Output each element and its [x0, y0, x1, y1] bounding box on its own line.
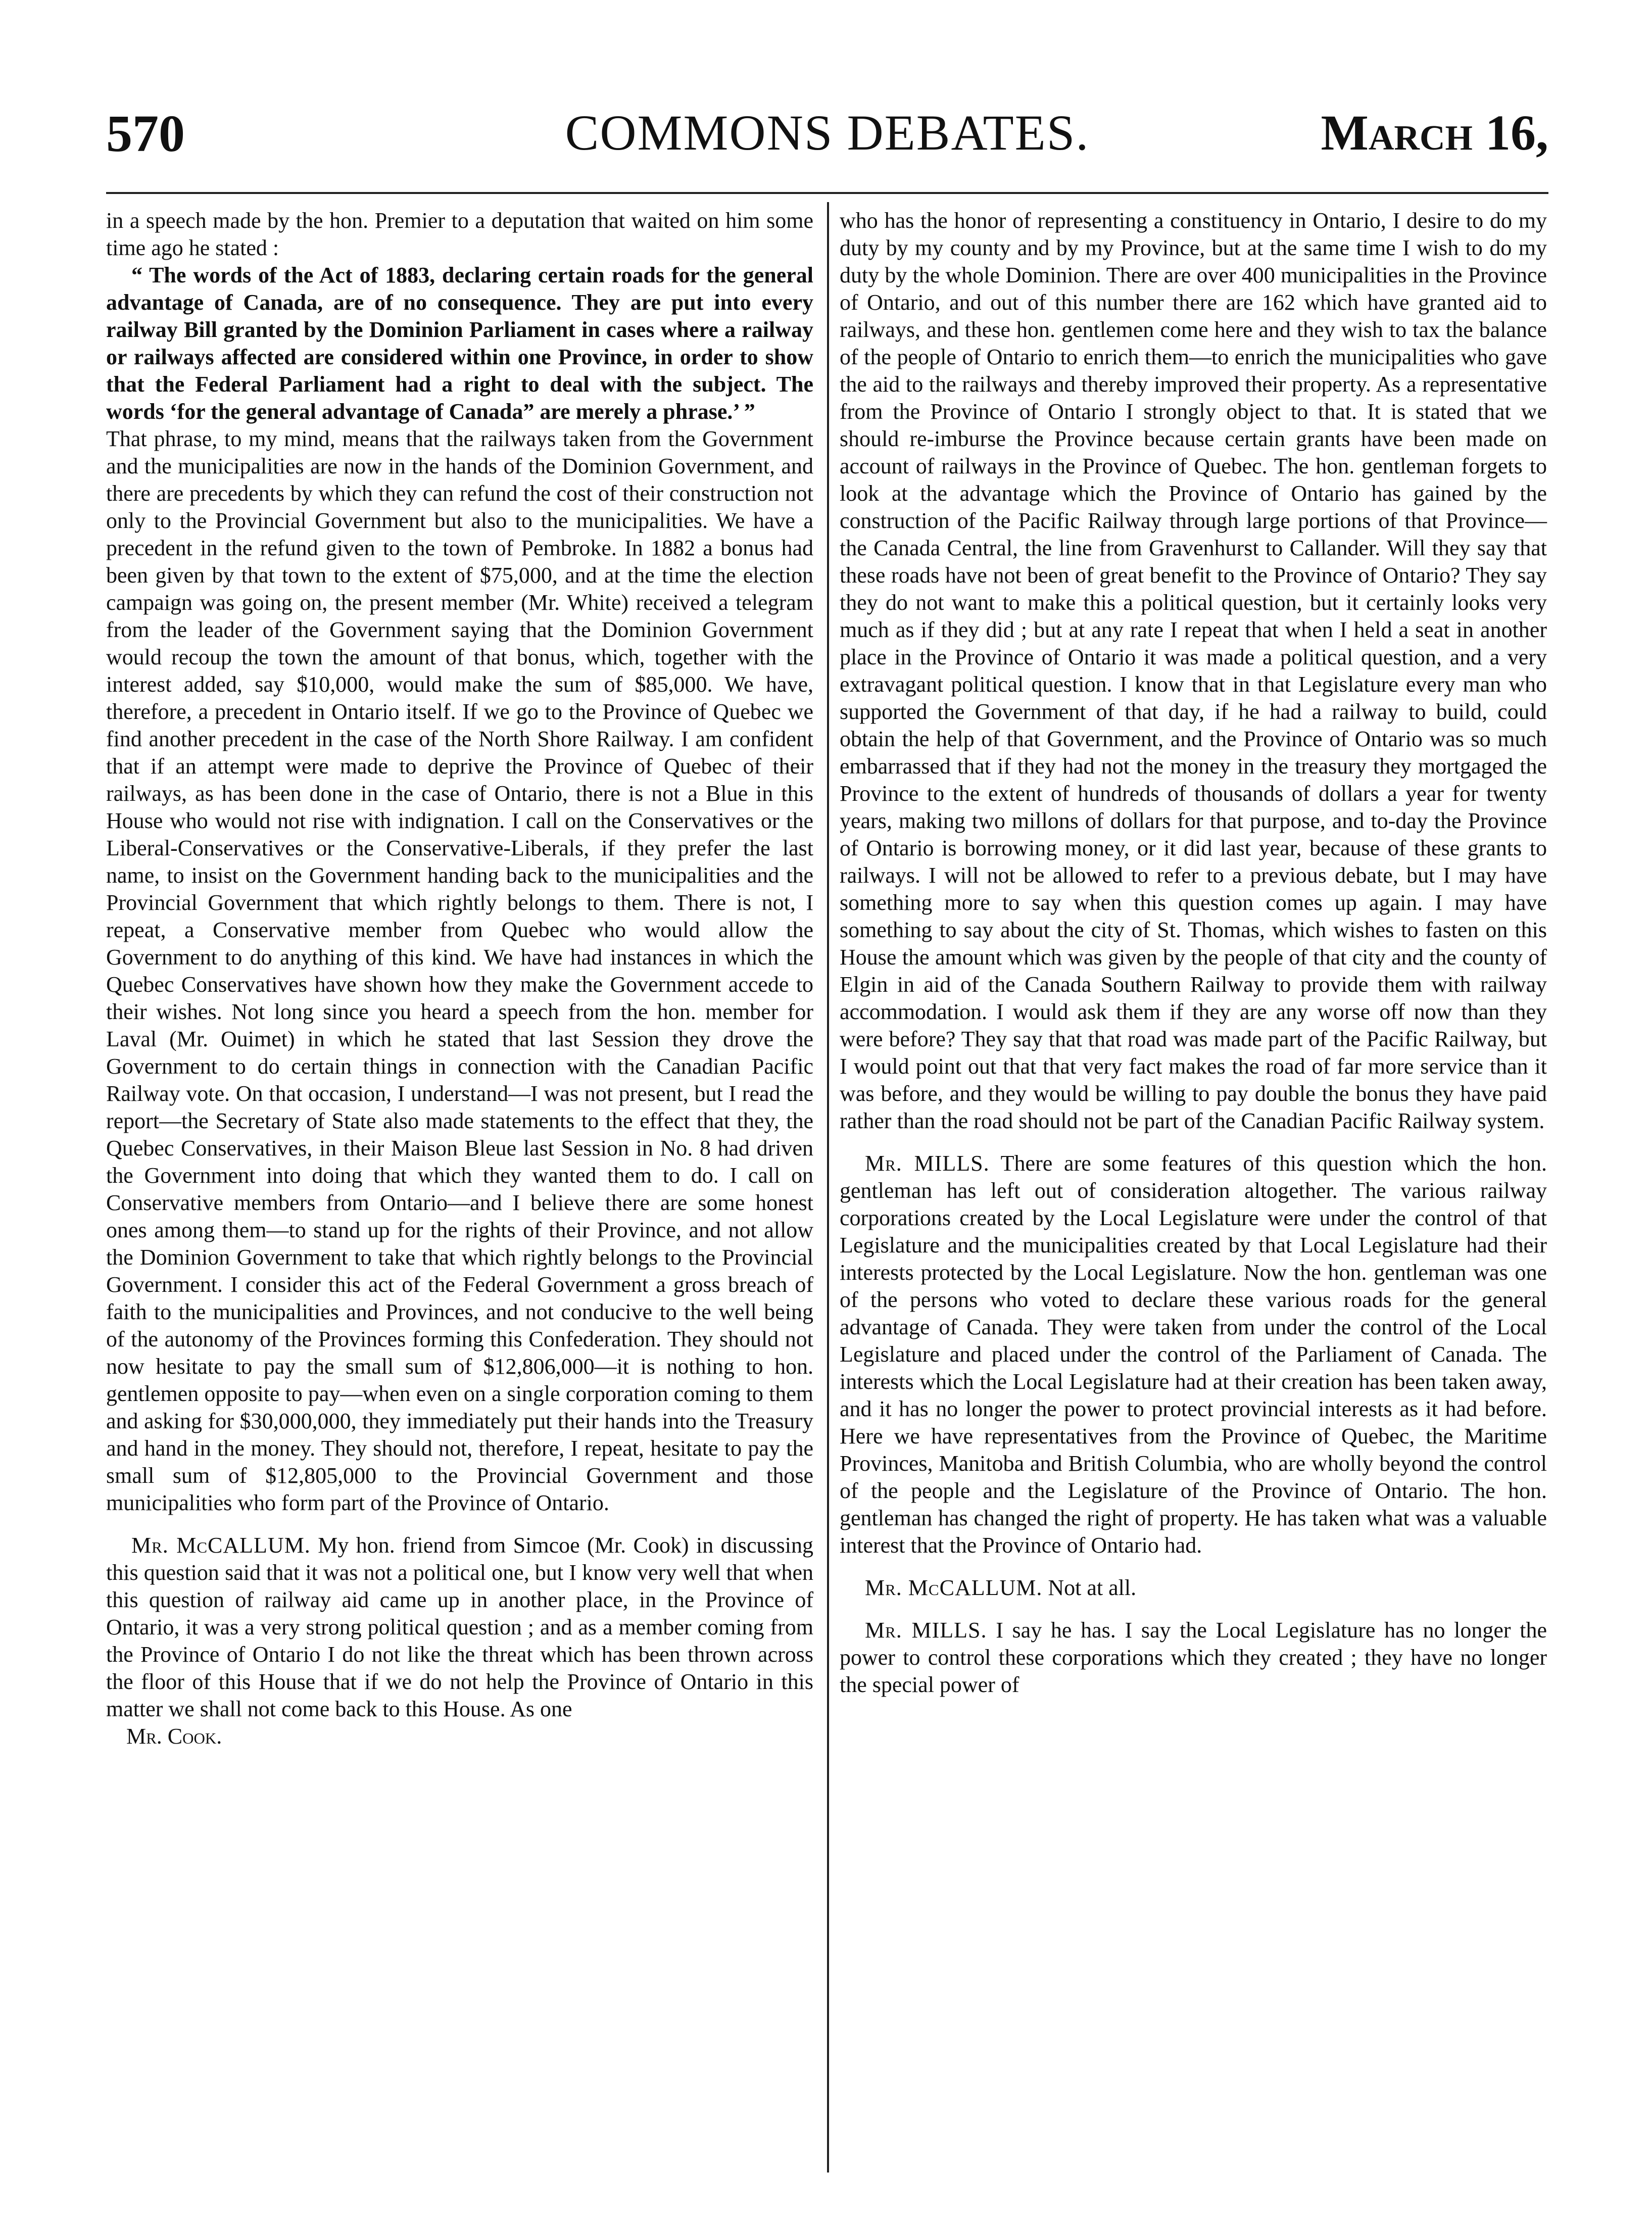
header-rule — [106, 192, 1548, 194]
speech-paragraph — [106, 1532, 813, 1723]
speech-text: There are some features of this question which the hon. gentleman has left out of consideration altogether. The various railway corporations created by the Local Legislature were under the control of that Legislature and the municipalities created by that Local Legislature had their interests protected by the Local Legislature. Now the hon. gentleman was one of the persons who voted to declare these various roads for the general advantage of Canada. They were taken from under the control of the Local Legislature and placed under the control of the Parliament of Canada. The interests which the Local Legislature had at their creation has been taken away, and it has no longer the power to protect provincial interests as it had before. Here we have representatives from the Province of Quebec, the Maritime Provinces, Manitoba and British Columbia, who are wholly beyond the control of the people and the Legislature of the Province of Ontario. The hon. gentleman has changed the right of property. He has taken what was a valuable interest that the Province of Ontario had. — [840, 1151, 1547, 1558]
speaker-name: Mr. McCALLUM. — [865, 1575, 1043, 1600]
body-paragraph: who has the honor of representing a constituency in Ontario, I desire to do my duty by my county and by my Province, but at the same time I wish to do my duty by the whole Dominion. There are over 400 municipalities in the Province of Ontario, and out of this number there are 162 which have granted aid to railways, and these hon. gentlemen come here and they wish to tax the balance of the people of Ontario to enrich them—to enrich the municipalities who gave the aid to the railways and thereby improved their property. As a representative from the Province of Ontario I strongly object to that. It is stated that we should re-imburse the Province because certain grants have been made on account of railways in the Province of Quebec. The hon. gentleman forgets to look at the advantage which the Province of Ontario has gained by the construction of the Pacific Railway through large portions of that Province—the Canada Central, the line from Gravenhurst to Callander. Will they say that these roads have not been of great benefit to the Province of Ontario? They say they do not want to make this a political question, but it certainly looks very much as if they did ; but at any rate I repeat that when I held a seat in another place in the Province of Ontario it was made a political question, and a very extravagant political question. I know that in that Legislature every man who supported the Government of that day, if he had a railway to build, could obtain the help of that Government, and the Province of Ontario was so much embarrassed that if they had not the money in the treasury they mortgaged the Province to the extent of hundreds of thousands of dollars a year for twenty years, making two millons of dollars for that purpose, and to-day the Province of Ontario is borrowing money, or it did last year, because of these grants to railways. I will not be allowed to refer to a previous debate, but I may have something more to say when this question comes up again. I may have something to say about the city of St. Thomas, which wishes to fasten on this House the amount which was given by the people of that city and the county of Elgin in aid of the Canada Southern Railway to provide them with railway accommodation. I would ask them if they are any worse off now than they were before? They say that that road was made part of the Pacific Railway, but I would point out that that very fact makes the road of far more service than it was before, and they would be willing to pay double the bonus they have paid rather than the road should not be part of the Canadian Pacific Railway system. — [840, 208, 1547, 1133]
speaker-name: Mr. McCALLUM. — [131, 1533, 311, 1558]
publication-title: COMMONS DEBATES. — [565, 105, 1090, 161]
intro-paragraph: in a speech made by the hon. Premier to a deputation that waited on him some time ago he stated : — [106, 208, 813, 260]
speaker-name: Mr. MILLS. — [865, 1151, 990, 1176]
speech-paragraph — [840, 1150, 1547, 1559]
page-date: March 16, — [1321, 105, 1548, 161]
speaker-name: Mr. MILLS. — [865, 1618, 987, 1643]
page-number: 570 — [106, 105, 185, 163]
speech-text: I say he has. I say the Local Legislature has no longer the power to control these corporations which they created ; they have no longer the special power of — [840, 1618, 1547, 1697]
left-column — [106, 207, 813, 1750]
column-divider — [827, 202, 829, 2172]
speech-paragraph — [840, 1617, 1547, 1699]
right-column — [840, 207, 1547, 1699]
speech-text: Not at all. — [1048, 1575, 1137, 1600]
speech-text: My hon. friend from Simcoe (Mr. Cook) in discussing this question said that it was not a political one, but I know very well that when this question of railway aid came up in another place, in the Province of Ontario, it was a very strong political question ; and as a member coming from the Province of Ontario I do not like the threat which has been thrown across the floor of this House that if we do not help the Province of Ontario in this matter we shall not come back to this House. As one — [106, 1533, 813, 1721]
page-header — [106, 104, 1548, 189]
page-signature: Mr. Cook. — [126, 1724, 222, 1749]
body-paragraph: That phrase, to my mind, means that the railways taken from the Government and the municipalities are now in the hands of the Dominion Government, and there are precedents by which they can refund the cost of their construction not only to the Provincial Government but also to the municipalities. We have a precedent in the refund given to the town of Pembroke. In 1882 a bonus had been given by that town to the extent of $75,000, and at the time the election campaign was going on, the present member (Mr. White) received a telegram from the leader of the Government saying that the Dominion Government would recoup the town the amount of that bonus, which, together with the interest added, say $10,000, would make the sum of $85,000. We have, therefore, a precedent in Ontario itself. If we go to the Province of Quebec we find another precedent in the case of the North Shore Railway. I am confident that if an attempt were made to deprive the Province of Quebec of their railways, as has been done in the case of Ontario, there is not a Blue in this House who would not rise with indignation. I call on the Conservatives or the Liberal-Conservatives or the Conservative-Liberals, if they prefer the last name, to insist on the Government handing back to the municipalities and the Provincial Government that which rightly belongs to them. There is not, I repeat, a Conservative member from Quebec who would allow the Government to do anything of this kind. We have had instances in which the Quebec Conservatives have shown how they make the Government accede to their wishes. Not long since you heard a speech from the hon. member for Laval (Mr. Ouimet) in which he stated that last Session they drove the Government to do certain things in connection with the Canadian Pacific Railway vote. On that occasion, I understand—I was not present, but I read the report—the Secretary of State also made statements to the effect that they, the Quebec Conservatives, in their Maison Bleue last Session in No. 8 had driven the Government into doing that which they wanted them to do. I call on Conservative members from Ontario—and I believe there are some honest ones among them—to stand up for the rights of their Province, and not allow the Dominion Government to take that which rightly belongs to the Provincial Government. I consider this act of the Federal Government a gross breach of faith to the municipalities and Provinces, and not conducive to the well being of the autonomy of the Provinces forming this Confederation. They should not now hesitate to pay the small sum of $12,806,000—it is nothing to hon. gentlemen opposite to pay—when even on a single corporation coming to them and asking for $30,000,000, they immediately put their hands into the Treasury and hand in the money. They should not, therefore, I repeat, hesitate to pay the small sum of $12,805,000 to the Provincial Government and those municipalities who form part of the Province of Ontario. — [106, 426, 813, 1515]
block-quote: “ The words of the Act of 1883, declaring certain roads for the general advantage of Canada, are of no consequence. They are put into every railway Bill granted by the Dominion Parliament in cases where a railway or railways affected are considered within one Province, in order to show that the Federal Parliament had a right to deal with the subject. The words ‘for the general advantage of Canada” are merely a phrase.’ ” — [106, 263, 813, 424]
speech-paragraph — [840, 1574, 1547, 1602]
